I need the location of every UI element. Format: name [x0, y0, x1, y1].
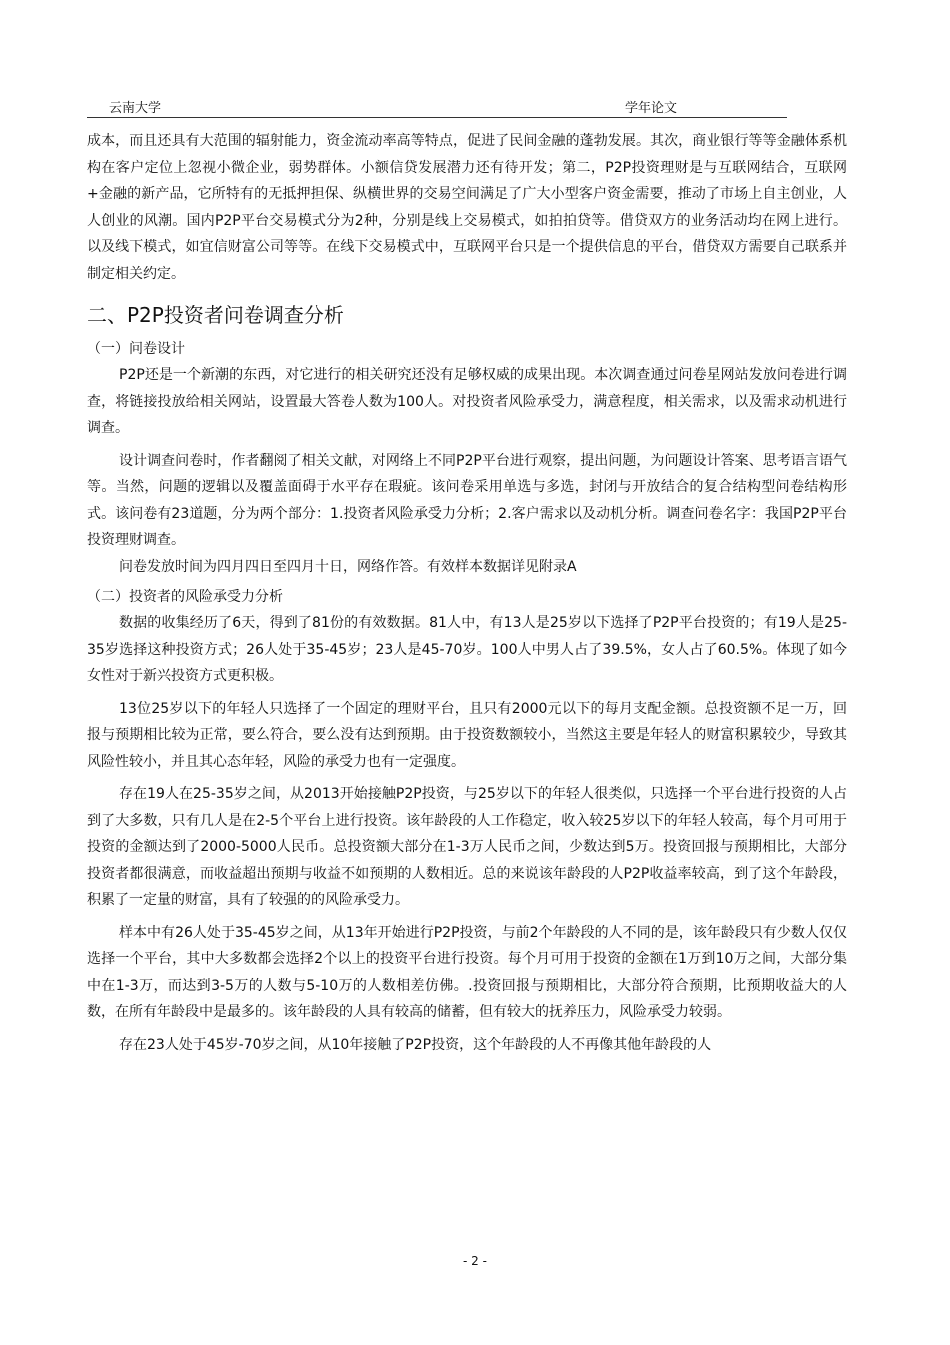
intro-paragraph: 成本，而且还具有大范围的辐射能力，资金流动率高等特点，促进了民间金融的蓬勃发展。其次，商业银行等等金融体系机构在客户定位上忽视小微企业，弱势群体。小额信贷发展潜力还有待开发；第二，P2P投资理财是与互联网结合，互联网+金融的新产品，它所特有的无抵押担保、纵横世界的交易空间满足了广大小型客户资金需要，推动了市场上自主创业，人人创业的风潮。国内P2P平台交易模式分为2种，分别是线上交易模式，如拍拍贷等。借贷双方的业务活动均在网上进行。以及线下模式，如宜信财富公司等等。在线下交易模式中，互联网平台只是一个提供信息的平台，借贷双方需要自己联系并制定相关约定。 — [87, 133, 847, 282]
risk-paragraph-1: 数据的收集经历了6天，得到了81份的有效数据。81人中，有13人是25岁以下选择了P2P平台投资的；有19人是25-35岁选择这种投资方式；26人处于35-45岁；23人是45-70岁。100人中男人占了39.5%，女人占了60.5%。体现了如今女性对于新兴投资方式更积极。 — [87, 615, 847, 684]
header-university: 云南大学 — [109, 101, 162, 116]
risk-paragraph-2: 13位25岁以下的年轻人只选择了一个固定的理财平台，且只有2000元以下的每月支配金额。总投资额不足一万，回报与预期相比较为正常，要么符合，要么没有达到预期。由于投资数额较小，当然这主要是年轻人的财富积累较少，导致其风险性较小，并且其心态年轻，风险的承受力也有一定强度。 — [87, 700, 847, 770]
design-paragraph-1: P2P还是一个新潮的东西，对它进行的相关研究还没有足够权威的成果出现。本次调查通过问卷星网站发放问卷进行调查，将链接投放给相关网站，设置最大答卷人数为100人。对投资者风险承受力，满意程度，相关需求，以及需求动机进行调查。 — [87, 367, 847, 436]
page-header — [87, 97, 787, 118]
design-paragraph-3: 问卷发放时间为四月四日至四月十日，网络作答。有效样本数据详见附录A — [119, 558, 577, 575]
risk-paragraph-3: 存在19人在25-35岁之间，从2013开始接触P2P投资，与25岁以下的年轻人很类似，只选择一个平台进行投资的人占到了大多数，只有几人是在2-5个平台上进行投资。该年龄段的人工作稳定，收入较25岁以下的年轻人较高，每个月可用于投资的金额达到了2000-5000人民币。总投资额大部分在1-3万人民币之间，少数达到5万。投资回报与预期相比，大部分投资者都很满意，而收益超出预期与收益不如预期的人数相近。总的来说该年龄段的人P2P收益率较高，到了这个年龄段，积累了一定量的财富，具有了较强的的风险承受力。 — [87, 786, 847, 908]
header-doc-type: 学年论文 — [625, 101, 678, 116]
design-paragraph-2: 设计调查问卷时，作者翻阅了相关文献，对网络上不同P2P平台进行观察，提出问题，为问题设计答案、思考语言语气等。当然，问题的逻辑以及覆盖面碍于水平存在瑕疵。该问卷采用单选与多选，封闭与开放结合的复合结构型问卷结构形式。该问卷有23道题，分为两个部分：1.投资者风险承受力分析；2.客户需求以及动机分析。调查问卷名字：我国P2P平台投资理财调查。 — [87, 452, 847, 548]
section-title: 二、P2P投资者问卷调查分析 — [87, 303, 344, 327]
page-number: - 2 - — [463, 1254, 487, 1268]
risk-paragraph-4: 样本中有26人处于35-45岁之间，从13年开始进行P2P投资，与前2个年龄段的人不同的是，该年龄段只有少数人仅仅选择一个平台，其中大多数都会选择2个以上的投资平台进行投资。每个月可用于投资的金额在1万到10万之间，大部分集中在1-3万，而达到3-5万的人数与5-10万的人数相差仿佛。.投资回报与预期相比，大部分符合预期，比预期收益大的人数，在所有年龄段中是最多的。该年龄段的人具有较高的储蓄，但有较大的抚养压力，风险承受力较弱。 — [87, 924, 847, 1020]
risk-paragraph-5: 存在23人处于45岁-70岁之间，从10年接触了P2P投资，这个年龄段的人不再像其他年龄段的人 — [119, 1036, 712, 1053]
page-body — [87, 128, 847, 1058]
subsection-title-design: （一）问卷设计 — [87, 341, 185, 357]
subsection-title-risk: （二）投资者的风险承受力分析 — [87, 589, 283, 605]
